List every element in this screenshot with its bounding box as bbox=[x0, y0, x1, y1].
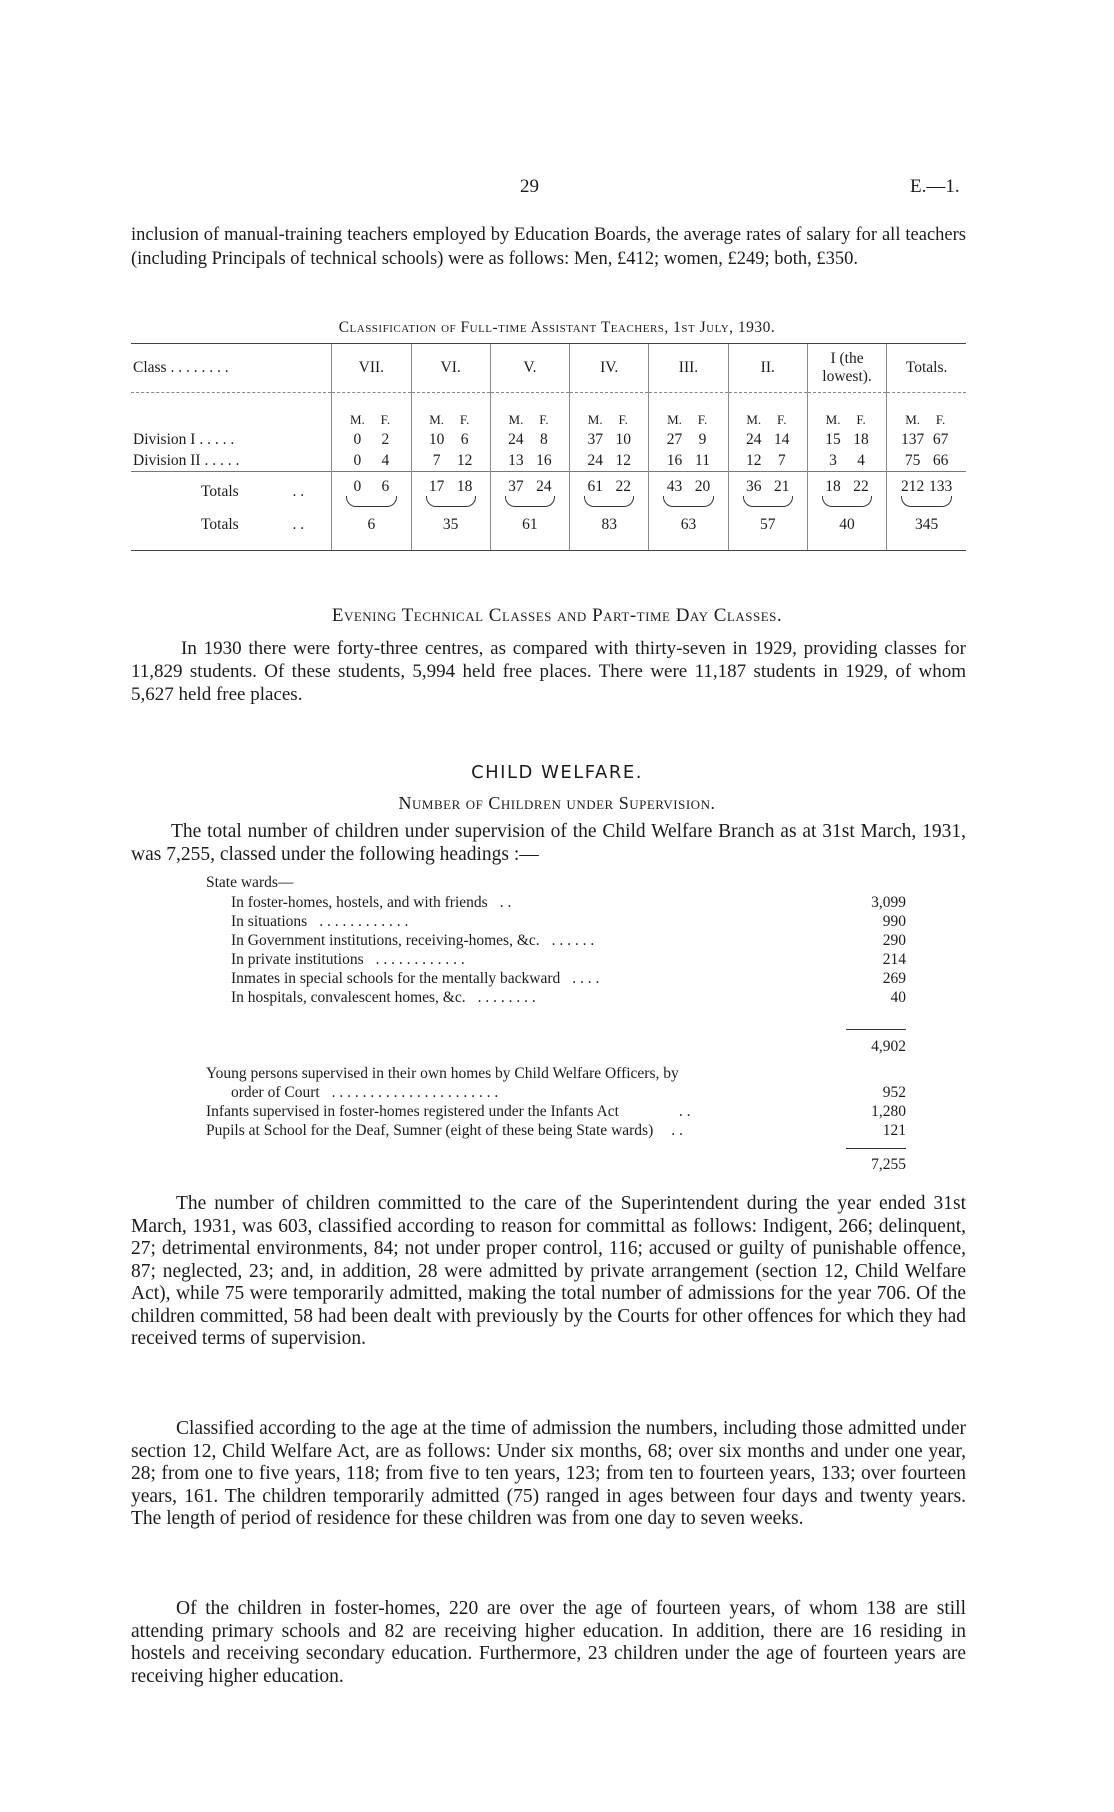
totals-cell: 212 133 bbox=[887, 472, 966, 513]
totals-cell: 18 22 bbox=[807, 472, 886, 513]
brace bbox=[743, 496, 793, 507]
totals-cell: 43 20 bbox=[649, 472, 728, 513]
foster-homes-paragraph: Of the children in foster-homes, 220 are over the age of fourteen years, of whom 138 are still attending primary schools and 82 are receiving higher education. In addition, there are 16 residing in hostels and receiving secondary education. Furthermore, 23 children under the age of fourteen years are receiving higher education. bbox=[131, 1598, 966, 1687]
grand-total-cell: 63 bbox=[649, 512, 728, 551]
state-ward-item-label: In foster-homes, hostels, and with friends . . bbox=[231, 894, 512, 911]
subtotal-rule bbox=[846, 1029, 906, 1030]
brace bbox=[663, 496, 713, 507]
column-header: V. bbox=[490, 344, 569, 393]
table-cell: 3 4 bbox=[807, 450, 886, 472]
totals-cell: 37 24 bbox=[490, 472, 569, 513]
mf-header-cell: M. F. bbox=[887, 393, 966, 430]
young-persons-label-cont: order of Court . . . . . . . . . . . . . . . . . . . . . . bbox=[231, 1084, 499, 1101]
mf-header-cell: M. F. bbox=[570, 393, 649, 430]
table-cell: 137 67 bbox=[887, 429, 966, 450]
state-ward-item-label: In Government institutions, receiving-homes, &c. . . . . . . bbox=[231, 932, 595, 949]
classification-table bbox=[131, 343, 966, 551]
state-ward-item-value: 40 bbox=[890, 989, 906, 1006]
state-ward-item-label: Inmates in special schools for the mentally backward . . . . bbox=[231, 970, 600, 987]
evening-classes-heading: Evening Technical Classes and Part-time Day Classes. bbox=[331, 605, 783, 626]
table-cell: 10 6 bbox=[411, 429, 490, 450]
brace bbox=[505, 496, 555, 507]
column-header: VI. bbox=[411, 344, 490, 393]
table-cell: 24 14 bbox=[728, 429, 807, 450]
table-caption: Classification of Full-time Assistant Teachers, 1st July, 1930. bbox=[338, 319, 776, 336]
table-cell: 37 10 bbox=[570, 429, 649, 450]
mf-header-cell: M. F. bbox=[411, 393, 490, 430]
state-ward-item-value: 3,099 bbox=[871, 894, 906, 911]
column-header: I (the lowest). bbox=[807, 344, 886, 393]
state-ward-item-value: 269 bbox=[882, 970, 906, 987]
grand-total-cell: 345 bbox=[887, 512, 966, 551]
table-cell: 24 8 bbox=[490, 429, 569, 450]
supervision-subheading: Number of Children under Supervision. bbox=[398, 793, 716, 813]
committed-paragraph: The number of children committed to the care of the Superintendent during the year ended 31st March, 1931, was 603, classified according to reason for committal as follows: Indigent, 266; delinquent, 27; detrimental environments, 84; not under proper control, 116; accused or guilty of punishable offence, 87; neglected, 23; and, in addition, 28 were admitted by private arrangement (section 12, Child Welfare Act), while 75 were temporarily admitted, making the total number of admissions for the year 706. Of the children committed, 58 had been dealt with previously by the Courts for other offences for which they had received terms of supervision. bbox=[131, 1193, 966, 1349]
column-header: VII. bbox=[332, 344, 411, 393]
table-cell: 0 4 bbox=[332, 450, 411, 472]
mf-header-cell: M. F. bbox=[649, 393, 728, 430]
grand-totals-label: Totals . . bbox=[131, 512, 332, 551]
totals-cell: 61 22 bbox=[570, 472, 649, 513]
pupils-label: Pupils at School for the Deaf, Sumner (eight of these being State wards) . . bbox=[206, 1122, 683, 1139]
grand-totals-row bbox=[131, 512, 966, 551]
state-ward-item-label: In hospitals, convalescent homes, &c. . . . . . . . . bbox=[231, 989, 536, 1006]
grand-total-cell: 83 bbox=[570, 512, 649, 551]
infants-value: 1,280 bbox=[871, 1103, 906, 1120]
mf-row bbox=[131, 393, 966, 430]
grand-total-cell: 6 bbox=[332, 512, 411, 551]
table-row bbox=[131, 429, 966, 450]
child-welfare-heading: CHILD WELFARE. bbox=[471, 762, 643, 783]
table-cell: 0 2 bbox=[332, 429, 411, 450]
totals-cell: 0 6 bbox=[332, 472, 411, 513]
table-cell: 75 66 bbox=[887, 450, 966, 472]
brace bbox=[822, 496, 872, 507]
totals-cell: 36 21 bbox=[728, 472, 807, 513]
mf-header-cell: M. F. bbox=[728, 393, 807, 430]
brace bbox=[426, 496, 476, 507]
column-header: II. bbox=[728, 344, 807, 393]
brace bbox=[584, 496, 634, 507]
page-number: 29 bbox=[520, 176, 539, 197]
table-cell: 16 11 bbox=[649, 450, 728, 472]
supervision-intro: The total number of children under supervision of the Child Welfare Branch as at 31st March, 1931, was 7,255, classed under the following headings :— bbox=[131, 821, 966, 865]
evening-classes-paragraph: In 1930 there were forty-three centres, as compared with thirty-seven in 1929, providing classes for 11,829 students. Of these students, 5,994 held free places. There were 11,187 students in 1929, of whom 5,627 held free places. bbox=[131, 638, 966, 705]
brace bbox=[346, 496, 396, 507]
column-header: III. bbox=[649, 344, 728, 393]
state-ward-item-value: 214 bbox=[882, 951, 906, 968]
totals-cell: 17 18 bbox=[411, 472, 490, 513]
table-cell: 24 12 bbox=[570, 450, 649, 472]
supervision-list bbox=[131, 874, 966, 1174]
grand-total: 7,255 bbox=[871, 1156, 906, 1173]
grand-total-rule bbox=[846, 1148, 906, 1149]
row-label: Division II . . . . . bbox=[133, 451, 240, 469]
table-cell: 27 9 bbox=[649, 429, 728, 450]
table-header-row bbox=[131, 344, 966, 393]
brace bbox=[901, 496, 952, 507]
mf-header-cell: M. F. bbox=[332, 393, 411, 430]
mf-header-cell: M. F. bbox=[490, 393, 569, 430]
column-header: Totals. bbox=[887, 344, 966, 393]
table-cell: 7 12 bbox=[411, 450, 490, 472]
pupils-value: 121 bbox=[882, 1122, 906, 1139]
mf-header-cell: M. F. bbox=[807, 393, 886, 430]
state-ward-item-value: 990 bbox=[882, 913, 906, 930]
table-row bbox=[131, 450, 966, 472]
state-wards-total: 4,902 bbox=[871, 1038, 906, 1055]
infants-label: Infants supervised in foster-homes registered under the Infants Act . . bbox=[206, 1103, 691, 1120]
totals-row bbox=[131, 472, 966, 513]
grand-total-cell: 35 bbox=[411, 512, 490, 551]
state-ward-item-value: 290 bbox=[882, 932, 906, 949]
grand-total-cell: 61 bbox=[490, 512, 569, 551]
young-persons-label: Young persons supervised in their own homes by Child Welfare Officers, by bbox=[206, 1065, 679, 1082]
table-cell: 12 7 bbox=[728, 450, 807, 472]
intro-paragraph: inclusion of manual-training teachers employed by Education Boards, the average rates of salary for all teachers (including Principals of technical schools) were as follows: Men, £412; women, £249; both, £350. bbox=[131, 225, 966, 269]
state-ward-item-label: In situations . . . . . . . . . . . . bbox=[231, 913, 409, 930]
totals-label: Totals . . bbox=[131, 472, 332, 513]
page-reference: E.—1. bbox=[910, 176, 960, 197]
table-cell: 15 18 bbox=[807, 429, 886, 450]
state-ward-item-label: In private institutions . . . . . . . . . . . . bbox=[231, 951, 465, 968]
young-persons-value: 952 bbox=[882, 1084, 906, 1101]
grand-total-cell: 57 bbox=[728, 512, 807, 551]
age-paragraph: Classified according to the age at the time of admission the numbers, including those admitted under section 12, Child Welfare Act, are as follows: Under six months, 68; over six months and under one year, 28; from one to five years, 118; from five to ten years, 123; from ten to fourteen years, 133; over fourteen years, 161. The children temporarily admitted (75) ranged in ages between four days and twenty years. The length of period of residence for these children was from one day to seven weeks. bbox=[131, 1418, 966, 1529]
grand-total-cell: 40 bbox=[807, 512, 886, 551]
class-label: Class . . . . . . . . bbox=[131, 344, 332, 393]
column-header: IV. bbox=[570, 344, 649, 393]
table-cell: 13 16 bbox=[490, 450, 569, 472]
row-label: Division I . . . . . bbox=[133, 430, 235, 448]
state-wards-label: State wards— bbox=[206, 874, 294, 891]
